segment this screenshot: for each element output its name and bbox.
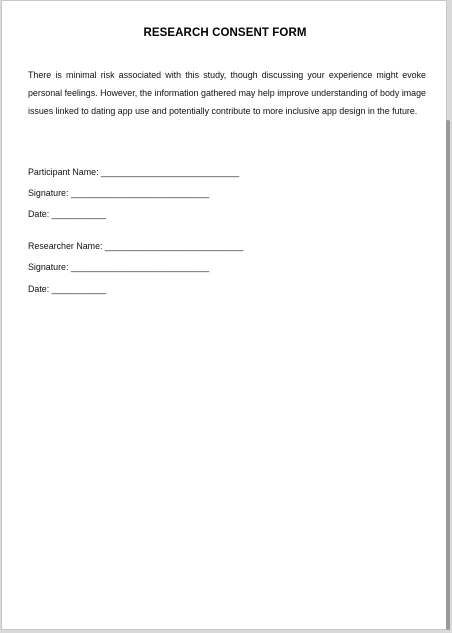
form-title: RESEARCH CONSENT FORM bbox=[143, 27, 307, 39]
researcher-name-field: Researcher Name: ____________________________ bbox=[28, 241, 244, 251]
risk-paragraph: There is minimal risk associated with this study, though discussing your experience might evoke personal feelings. However, the information gathered may help improve understanding of body image issues linked to dating app use and potentially contribute to more inclusive app design in the future. bbox=[28, 70, 426, 116]
participant-date-field: Date: ___________ bbox=[28, 209, 106, 219]
vertical-scrollbar[interactable] bbox=[446, 120, 450, 630]
participant-name-field: Participant Name: ____________________________ bbox=[28, 167, 240, 177]
researcher-date-field: Date: ___________ bbox=[28, 284, 106, 294]
participant-signature-field: Signature: ____________________________ bbox=[28, 188, 210, 198]
researcher-signature-field: Signature: ____________________________ bbox=[28, 262, 210, 272]
document-page bbox=[1, 0, 447, 630]
